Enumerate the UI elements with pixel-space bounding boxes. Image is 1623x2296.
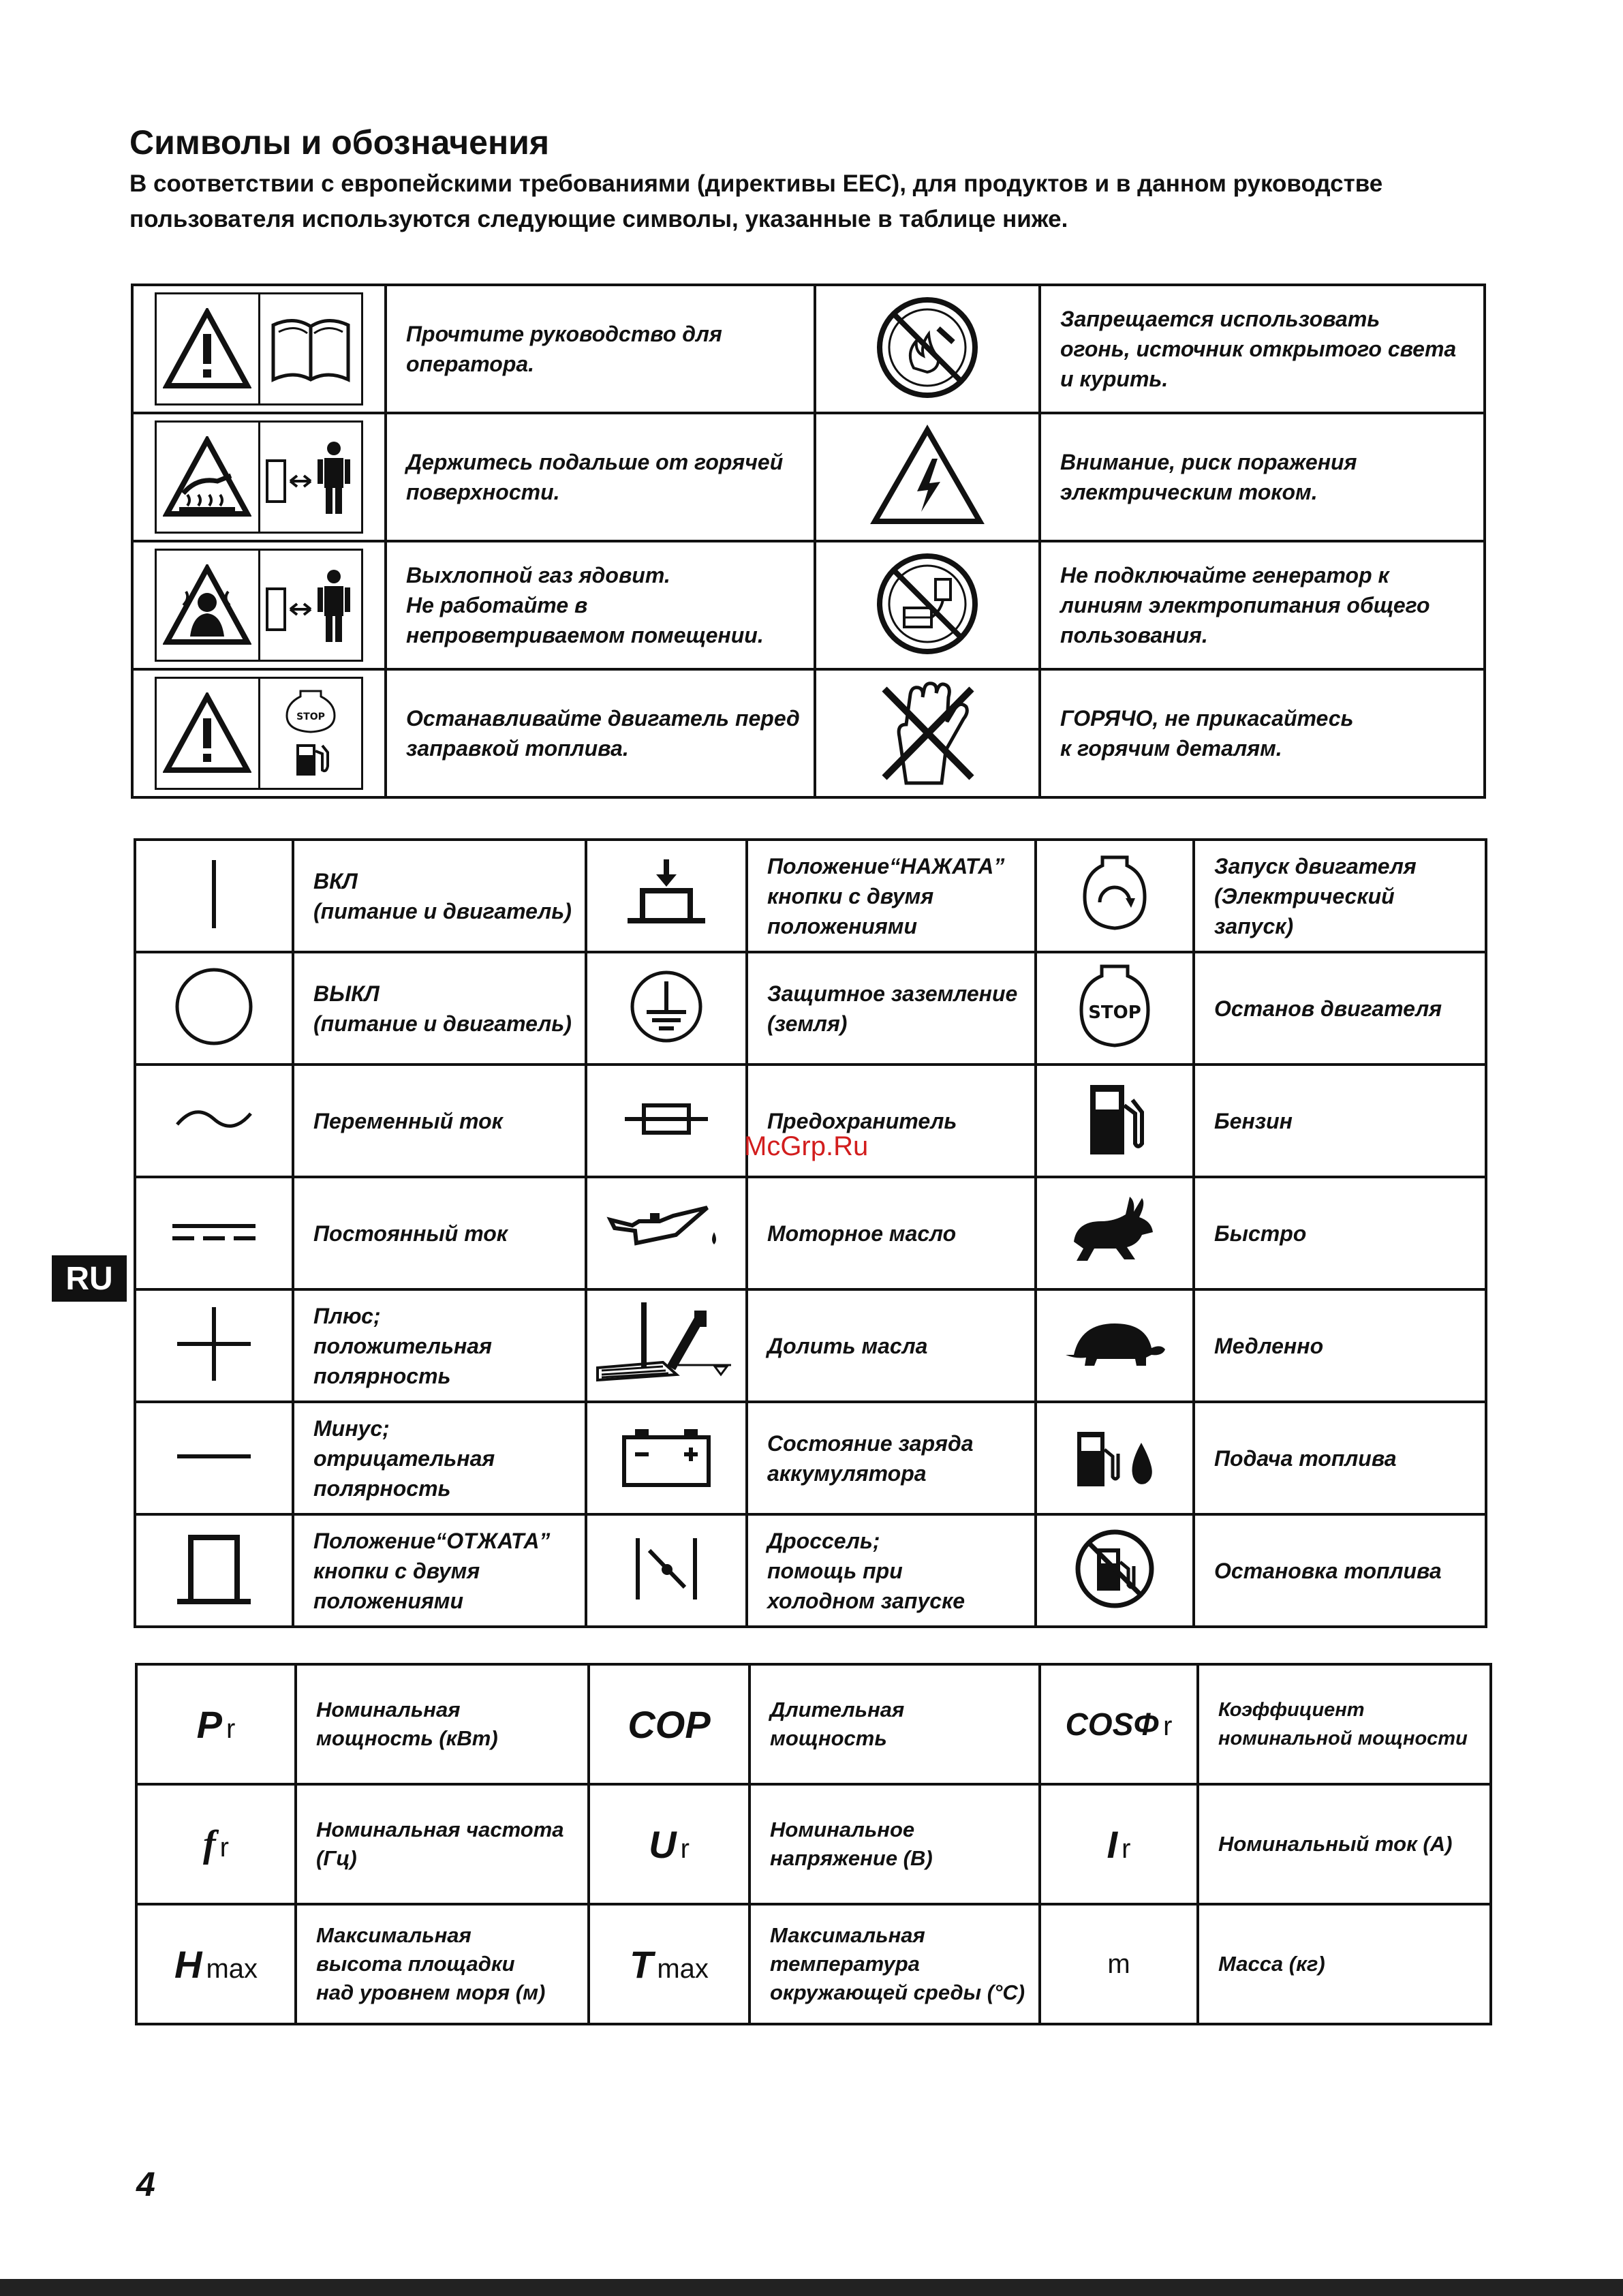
warning-text: Запрещается использовать огонь, источник открытого света и курить. xyxy=(1040,285,1485,413)
turtle-slow-icon xyxy=(1036,1289,1194,1402)
warning-text: Останавливайте двигатель перед заправкой топлива. xyxy=(386,669,815,797)
plus-icon xyxy=(135,1289,293,1402)
power-factor-symbol: COSΦ r xyxy=(1040,1664,1198,1784)
warning-text: Внимание, риск поражения электрическим током. xyxy=(1040,413,1485,541)
table-row xyxy=(135,952,1486,1065)
warning-read-manual-icon xyxy=(132,285,386,413)
table-row xyxy=(135,1289,1486,1402)
warning-text: Выхлопной газ ядовит. Не работайте в непроветриваемом помещении. xyxy=(386,541,815,669)
rated-power-symbol: P r xyxy=(136,1664,296,1784)
max-altitude-symbol: H max xyxy=(136,1904,296,2024)
electric-shock-icon xyxy=(815,413,1040,541)
page-title: Символы и обозначения xyxy=(129,123,550,162)
table-row xyxy=(132,285,1485,413)
rating-text: Номинальное напряжение (В) xyxy=(749,1784,1040,1904)
no-grid-connection-icon xyxy=(815,541,1040,669)
rating-text: Максимальная высота площадки над уровнем моря (м) xyxy=(296,1904,589,2024)
rating-text: Масса (кг) xyxy=(1198,1904,1491,2024)
symbol-text: Состояние заряда аккумулятора xyxy=(747,1402,1036,1514)
no-open-flame-icon xyxy=(815,285,1040,413)
table-row xyxy=(132,541,1485,669)
oil-fill-icon xyxy=(586,1289,747,1402)
symbol-text: Долить масла xyxy=(747,1289,1036,1402)
stop-before-refuel-icon xyxy=(132,669,386,797)
fuel-stop-icon xyxy=(1036,1514,1194,1627)
off-circle-icon xyxy=(135,952,293,1065)
table-row xyxy=(135,1514,1486,1627)
symbol-text: Моторное масло xyxy=(747,1177,1036,1289)
symbol-text: ВЫКЛ (питание и двигатель) xyxy=(293,952,586,1065)
electric-start-icon xyxy=(1036,840,1194,952)
symbol-text: Подача топлива xyxy=(1194,1402,1486,1514)
rating-text: Номинальная мощность (кВт) xyxy=(296,1664,589,1784)
warning-text: ГОРЯЧО, не прикасайтесь к горячим деталям. xyxy=(1040,669,1485,797)
hot-surface-distance-icon xyxy=(132,413,386,541)
rating-text: Длительная мощность xyxy=(749,1664,1040,1784)
warning-text: Не подключайте генератор к линиям электропитания общего пользования. xyxy=(1040,541,1485,669)
max-temperature-symbol: T max xyxy=(589,1904,749,2024)
intro-paragraph: В соответствии с европейскими требованиями (директивы ЕЕС), для продуктов и в данном руководстве пользователя используются следующие символы, указанные в таблице ниже. xyxy=(129,170,1383,232)
rated-voltage-symbol: U r xyxy=(589,1784,749,1904)
table-row xyxy=(136,1904,1491,2024)
table-row xyxy=(135,1402,1486,1514)
engine-stop-icon xyxy=(1036,952,1194,1065)
battery-icon xyxy=(586,1402,747,1514)
fuel-pump-icon xyxy=(1036,1065,1194,1177)
symbol-text: Положение“НАЖАТА” кнопки с двумя положениями xyxy=(747,840,1036,952)
table-row xyxy=(136,1784,1491,1904)
rating-text: Коэффициент номинальной мощности xyxy=(1198,1664,1491,1784)
svg-text:STOP: STOP xyxy=(296,711,325,722)
rating-symbols-table xyxy=(135,1663,1492,2025)
do-not-touch-hot-icon xyxy=(815,669,1040,797)
cop-symbol: COP xyxy=(589,1664,749,1784)
page-number: 4 xyxy=(136,2165,155,2203)
minus-icon xyxy=(135,1402,293,1514)
dc-current-icon xyxy=(135,1177,293,1289)
bottom-edge xyxy=(0,2279,1623,2296)
symbol-text: Запуск двигателя (Электрический запуск) xyxy=(1194,840,1486,952)
mass-symbol: m xyxy=(1040,1904,1198,2024)
symbol-text: Бензин xyxy=(1194,1065,1486,1177)
warning-text: Держитесь подальше от горячей поверхности. xyxy=(386,413,815,541)
choke-icon xyxy=(586,1514,747,1627)
symbol-text: Защитное заземление (земля) xyxy=(747,952,1036,1065)
fuse-icon xyxy=(586,1065,747,1177)
protective-earth-icon xyxy=(586,952,747,1065)
rating-text: Максимальная температура окружающей среды (°С) xyxy=(749,1904,1040,2024)
toxic-exhaust-icon xyxy=(132,541,386,669)
ac-wave-icon xyxy=(135,1065,293,1177)
symbol-text: Быстро xyxy=(1194,1177,1486,1289)
table-row xyxy=(132,413,1485,541)
symbol-text: Положение“ОТЖАТА” кнопки с двумя положениями xyxy=(293,1514,586,1627)
symbol-text: Дроссель; помощь при холодном запуске xyxy=(747,1514,1036,1627)
rabbit-fast-icon xyxy=(1036,1177,1194,1289)
table-row xyxy=(136,1664,1491,1784)
table-row xyxy=(135,1177,1486,1289)
on-line-icon xyxy=(135,840,293,952)
symbol-text: Останов двигателя xyxy=(1194,952,1486,1065)
watermark: McGrp.Ru xyxy=(744,1131,869,1161)
engine-oil-icon xyxy=(586,1177,747,1289)
table-row xyxy=(132,669,1485,797)
control-symbols-table xyxy=(134,838,1487,1628)
symbol-text: ВКЛ (питание и двигатель) xyxy=(293,840,586,952)
rating-text: Номинальная частота (Гц) xyxy=(296,1784,589,1904)
symbol-text: Предохранитель xyxy=(747,1065,1036,1177)
symbol-text: Постоянный ток xyxy=(293,1177,586,1289)
rated-frequency-symbol: f r xyxy=(136,1784,296,1904)
symbol-text: Плюс; положительная полярность xyxy=(293,1289,586,1402)
language-tab: RU xyxy=(52,1255,127,1302)
table-row xyxy=(135,840,1486,952)
symbol-text: Медленно xyxy=(1194,1289,1486,1402)
warning-text: Прочтите руководство для оператора. xyxy=(386,285,815,413)
symbol-text: Переменный ток xyxy=(293,1065,586,1177)
svg-text:STOP: STOP xyxy=(1088,1002,1141,1023)
warning-symbols-table xyxy=(131,284,1486,799)
fuel-supply-icon xyxy=(1036,1402,1194,1514)
rated-current-symbol: I r xyxy=(1040,1784,1198,1904)
button-released-icon xyxy=(135,1514,293,1627)
button-pressed-icon xyxy=(586,840,747,952)
symbol-text: Минус; отрицательная полярность xyxy=(293,1402,586,1514)
rating-text: Номинальный ток (А) xyxy=(1198,1784,1491,1904)
symbol-text: Остановка топлива xyxy=(1194,1514,1486,1627)
